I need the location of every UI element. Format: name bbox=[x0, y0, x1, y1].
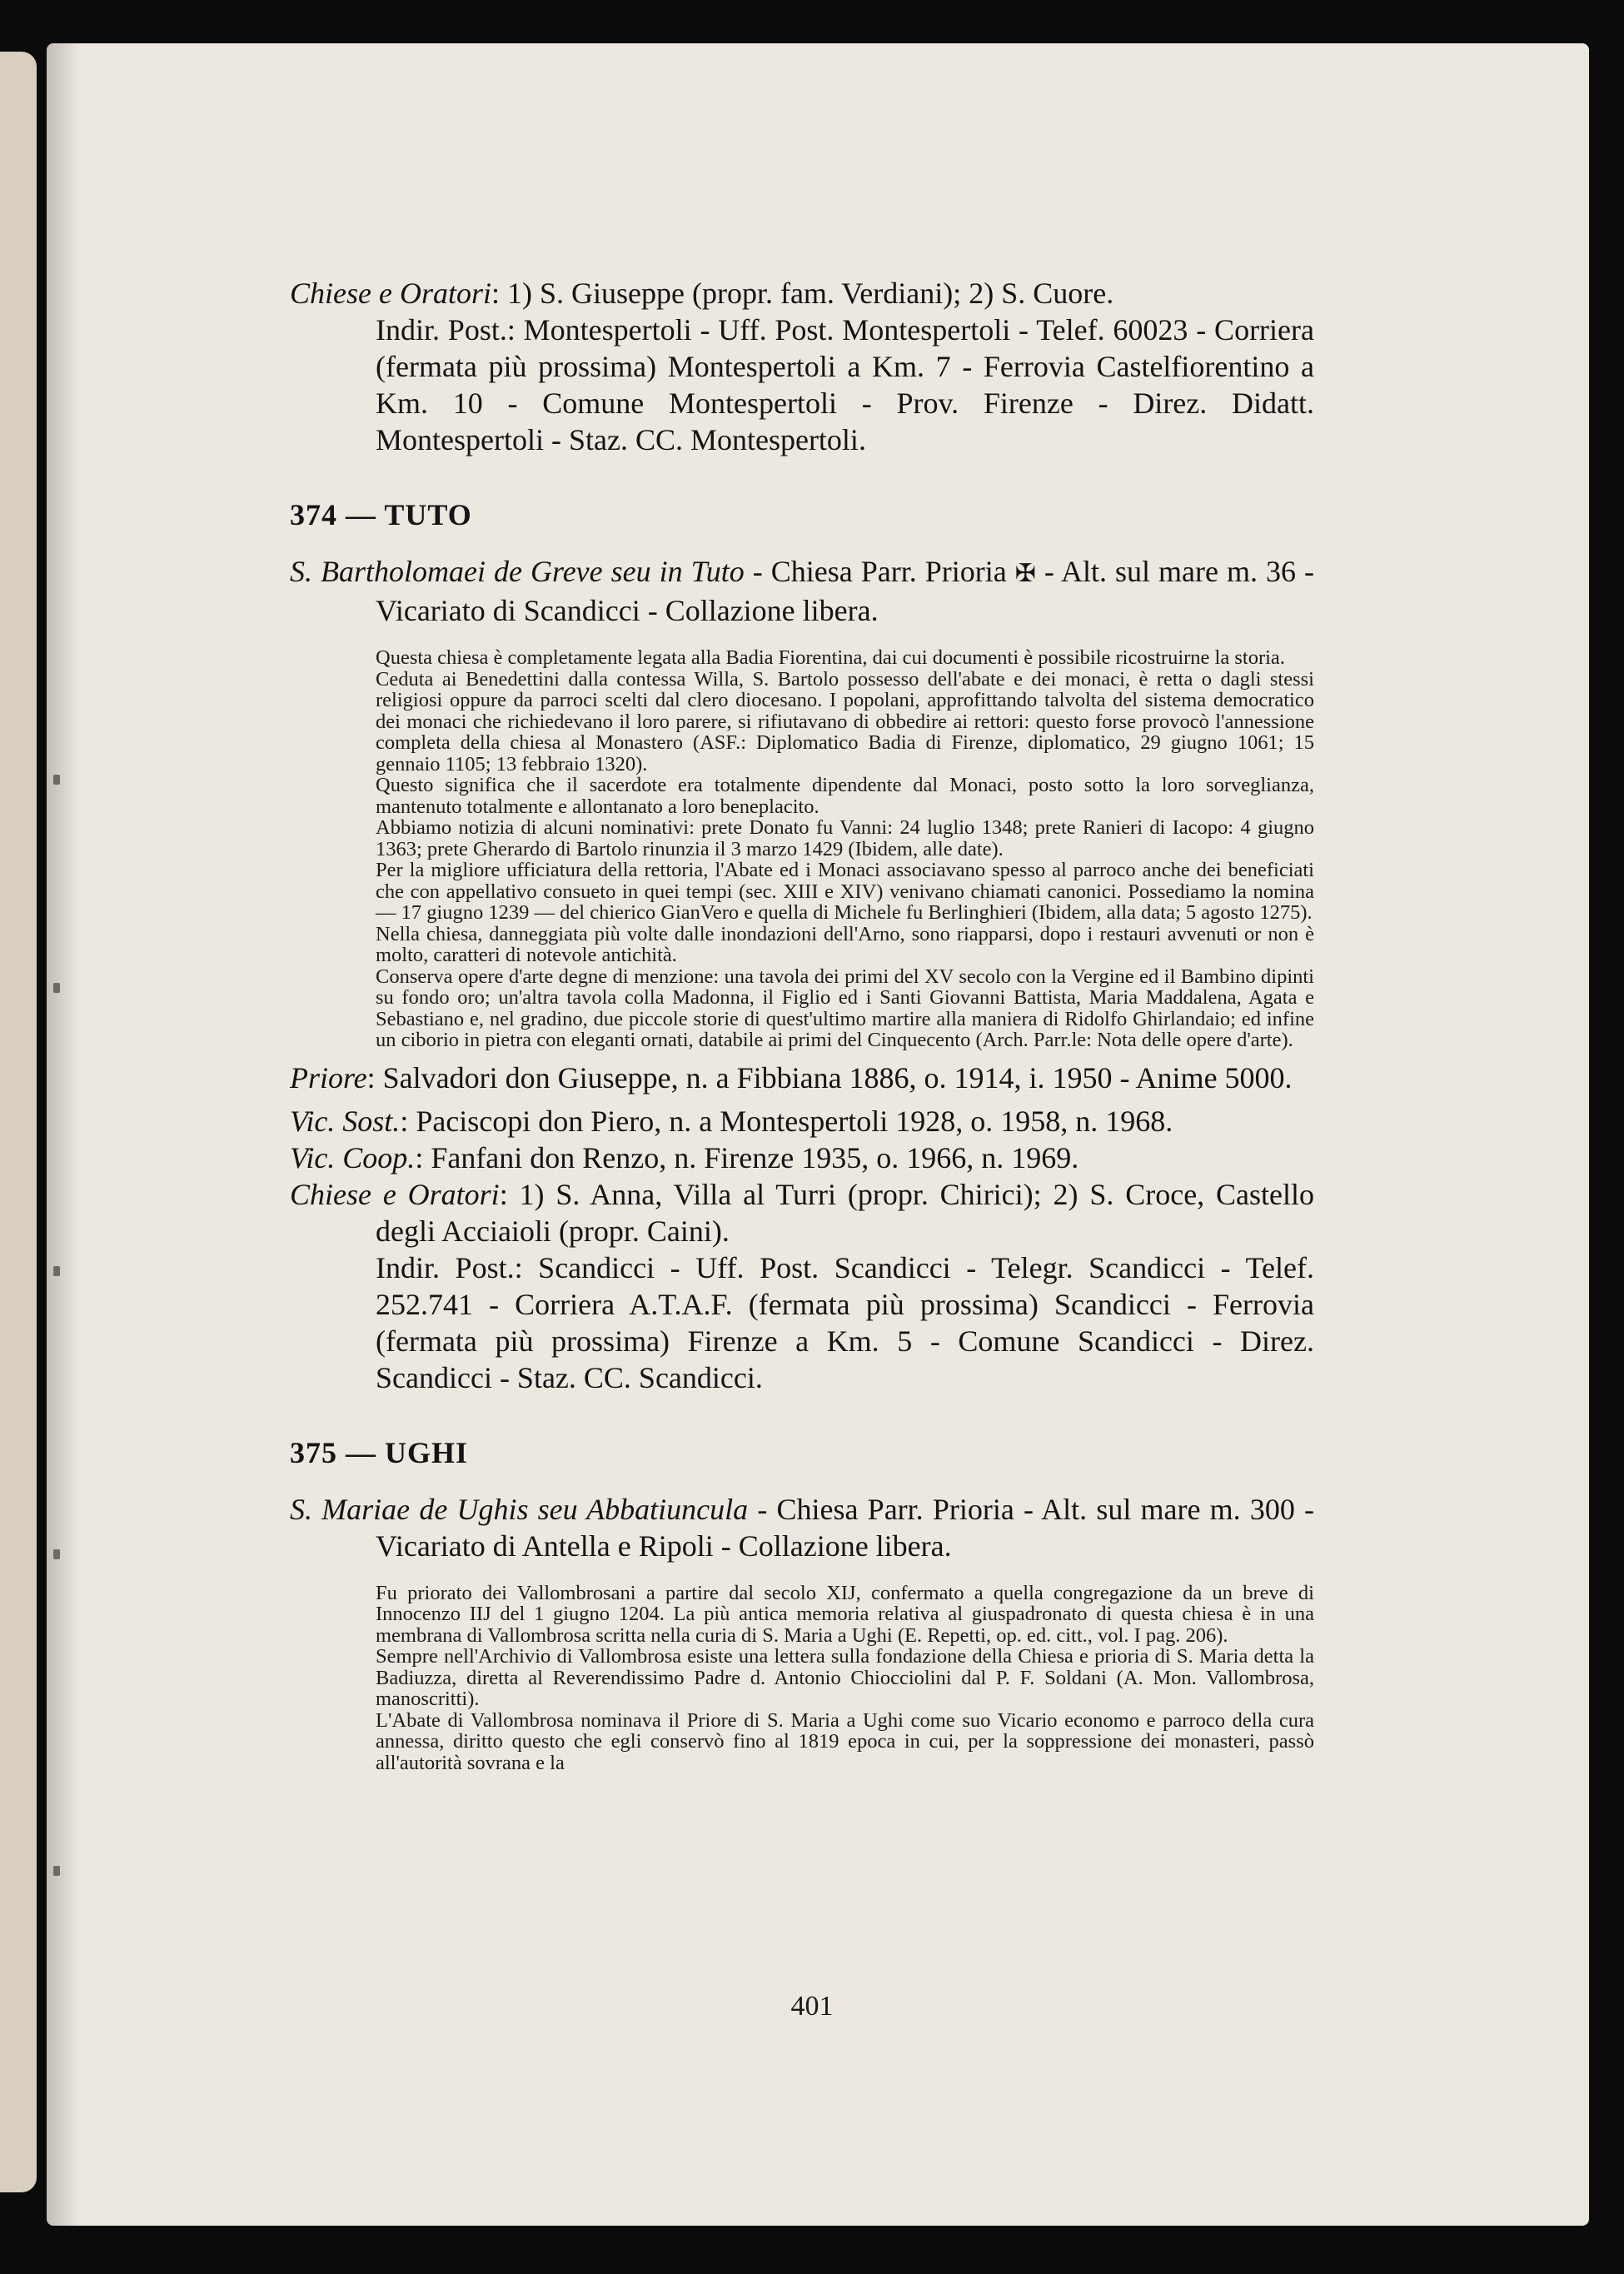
note-paragraph: Abbiamo notizia di alcuni nominativi: prete Donato fu Vanni: 24 luglio 1348; prete Ranieri di Iacopo: 4 giugno 1363; prete Gherardo di Bartolo rinunzia il 3 marzo 1429 (Ibidem, alle date). bbox=[376, 816, 1314, 860]
section-heading-374: 374 — TUTO bbox=[290, 498, 472, 531]
parish-latin-name: S. Bartholomaei de Greve seu in Tuto bbox=[290, 555, 745, 588]
entry-text: : Salvadori don Giuseppe, n. a Fibbiana 1886, o. 1914, i. 1950 - Anime 5000. bbox=[366, 1060, 1293, 1095]
indirizzo-entry-374: Indir. Post.: Scandicci - Uff. Post. Scandicci - Telegr. Scandicci - Telef. 252.741 - Corriera A.T.A.F. (fermata più prossima) Scandicci - Ferrovia (fermata più prossima) Firenze a Km. 5 - Comune Scandicci - Direz. Scandicci - Staz. CC. Scandicci. bbox=[376, 1250, 1314, 1394]
parish-title-text: - Chiesa Parr. Prioria bbox=[744, 555, 1015, 588]
binding-stitch bbox=[53, 775, 60, 785]
chiese-oratori-entry-373: Chiese e Oratori: 1) S. Giuseppe (propr. fam. Verdiani); 2) S. Cuore. bbox=[290, 277, 1114, 310]
entry-label: Chiese e Oratori bbox=[290, 277, 491, 310]
entry-text: : Fanfani don Renzo, n. Firenze 1935, o. 1966, n. 1969. bbox=[415, 1140, 1079, 1174]
note-paragraph: L'Abate di Vallombrosa nominava il Priore di S. Maria a Ughi come suo Vicario economo e parroco della cura annessa, diritto questo che egli conservò fino al 1819 epoca in cui, per la soppressione dei monasteri, passò all'autorità sovrana e la bbox=[376, 1708, 1314, 1774]
note-paragraph: Per la migliore ufficiatura della rettoria, l'Abate ed i Monaci associavano spesso al parroco anche dei beneficiati che con appellativo consueto in quei tempi (sec. XIII e XIV) venivano chiamati canonici. Possediamo la nomina — 17 giugno 1239 — del chierico GianVero e quella di Michele fu Berlinghieri (Ibidem, alla data; 5 agosto 1275). bbox=[376, 859, 1314, 924]
page-number: 401 bbox=[790, 1991, 834, 2022]
note-paragraph: Questo significa che il sacerdote era totalmente dipendente dal Monaci, posto sotto la loro sorveglianza, mantenuto totalmente e allontanato a loro beneplacito. bbox=[376, 774, 1314, 818]
entry-text: : 1) S. Anna, Villa al Turri (propr. Chirici); 2) S. Croce, Castello degli Acciaioli (propr. Caini). bbox=[376, 1177, 1315, 1248]
binding-stitch bbox=[53, 1266, 60, 1276]
indirizzo-entry-373: Indir. Post.: Montespertoli - Uff. Post. Montespertoli - Telef. 60023 - Corriera (fermata più prossima) Montespertoli a Km. 7 - Ferrovia Castelfiorentino a Km. 10 - Comune Montespertoli - Prov. Firenze - Direz. Didatt. Montespertoli - Staz. CC. Montespertoli. bbox=[376, 313, 1314, 456]
note-paragraph: Sempre nell'Archivio di Vallombrosa esiste una lettera sulla fondazione della Chiesa e prioria di S. Maria detta la Badiuzza, diretta al Reverendissimo Padre d. Antonio Chiocciolini dal P. F. Soldani (A. Mon. Vallombrosa, manoscritti). bbox=[376, 1645, 1314, 1710]
entry-label: Vic. Coop. bbox=[290, 1140, 416, 1174]
note-paragraph: Nella chiesa, danneggiata più volte dalle inondazioni dell'Arno, sono riapparsi, dopo i restauri avvenuti or non è molto, caratteri di notevole antichità. bbox=[376, 922, 1314, 966]
parish-title-text: - Alt. sul mare m. 36 - Vicariato di Scandicci - Collazione libera. bbox=[376, 555, 1314, 627]
entry-text: 1) S. Giuseppe (propr. fam. Verdiani); 2) S. Cuore. bbox=[500, 277, 1114, 310]
historical-note-375 bbox=[376, 1583, 1314, 1774]
entry-text: : Paciscopi don Piero, n. a Montespertoli 1928, o. 1958, n. 1968. bbox=[400, 1104, 1173, 1138]
entry-label: Priore bbox=[290, 1060, 367, 1095]
priore-entry bbox=[290, 1060, 1314, 1096]
entry-label: Chiese e Oratori bbox=[290, 1177, 500, 1211]
binding-stitch bbox=[53, 1866, 60, 1876]
note-paragraph: Ceduta ai Benedettini dalla contessa Willa, S. Bartolo possesso dell'abate e dei monaci, è retta o dagli stessi religiosi oppure da parroci scelti dal clero diocesano. I popolani, approfittando talvolta del sistema democratico dei monaci che richiedevano il loro parere, si rifiutavano di obbedire ai rettori: questo forse provocò l'annessione completa della chiesa al Monastero (ASF.: Diplomatico Badia di Firenze, diplomatico, 29 giugno 1061; 15 gennaio 1105; 13 febbraio 1320). bbox=[376, 667, 1314, 775]
binding-stitch bbox=[53, 983, 60, 993]
parish-latin-name: S. Mariae de Ughis seu Abbatiuncula bbox=[290, 1492, 749, 1526]
historical-note-374 bbox=[376, 647, 1314, 1051]
note-paragraph: Conserva opere d'arte degne di menzione: una tavola dei primi del XV secolo con la Vergine ed il Bambino dipinti su fondo oro; un'altra tavola colla Madonna, il Figlio ed i Santi Giovanni Battista, Maria Maddalena, Agata e Sebastiano e, nel gradino, due piccole storie di quest'ultimo martire alla maniera di Ridolfo Ghirlandaio; ed infine un ciborio in pietra con eleganti ornati, databile ai primi del Cinquecento (Arch. Parr.le: Nota delle opere d'arte). bbox=[376, 965, 1314, 1051]
chiese-oratori-entry-374 bbox=[290, 1176, 1314, 1249]
section-heading-375: 375 — UGHI bbox=[290, 1435, 469, 1469]
parish-title-375 bbox=[290, 1491, 1314, 1564]
parish-title-374 bbox=[290, 553, 1314, 629]
note-paragraph: Questa chiesa è completamente legata alla Badia Fiorentina, dai cui documenti è possibile ricostruirne la storia. bbox=[376, 646, 1285, 669]
entry-label: Vic. Sost. bbox=[290, 1104, 401, 1138]
previous-page-edge bbox=[0, 52, 37, 2192]
page-content bbox=[290, 275, 1314, 1782]
vic-sost-entry bbox=[290, 1103, 1314, 1139]
binding-stitch bbox=[53, 1549, 60, 1559]
spine-shadow bbox=[47, 43, 80, 2226]
vic-coop-entry bbox=[290, 1139, 1314, 1176]
note-paragraph: Fu priorato dei Vallombrosani a partire dal secolo XIJ, confermato a quella congregazione da un breve di Innocenzo IIJ del 1 giugno 1204. La più antica memoria relativa al giuspadronato di questa chiesa è in una membrana di Vallombrosa scritta nella curia di S. Maria a Ughi (E. Repetti, op. ed. citt., vol. I pag. 206). bbox=[376, 1581, 1314, 1647]
maltese-cross-icon: ✠ bbox=[1014, 560, 1036, 587]
parish-title-text: - Chiesa Parr. Prioria - Alt. sul mare m. 300 - Vicariato di Antella e Ripoli - Collazione libera. bbox=[376, 1492, 1314, 1563]
